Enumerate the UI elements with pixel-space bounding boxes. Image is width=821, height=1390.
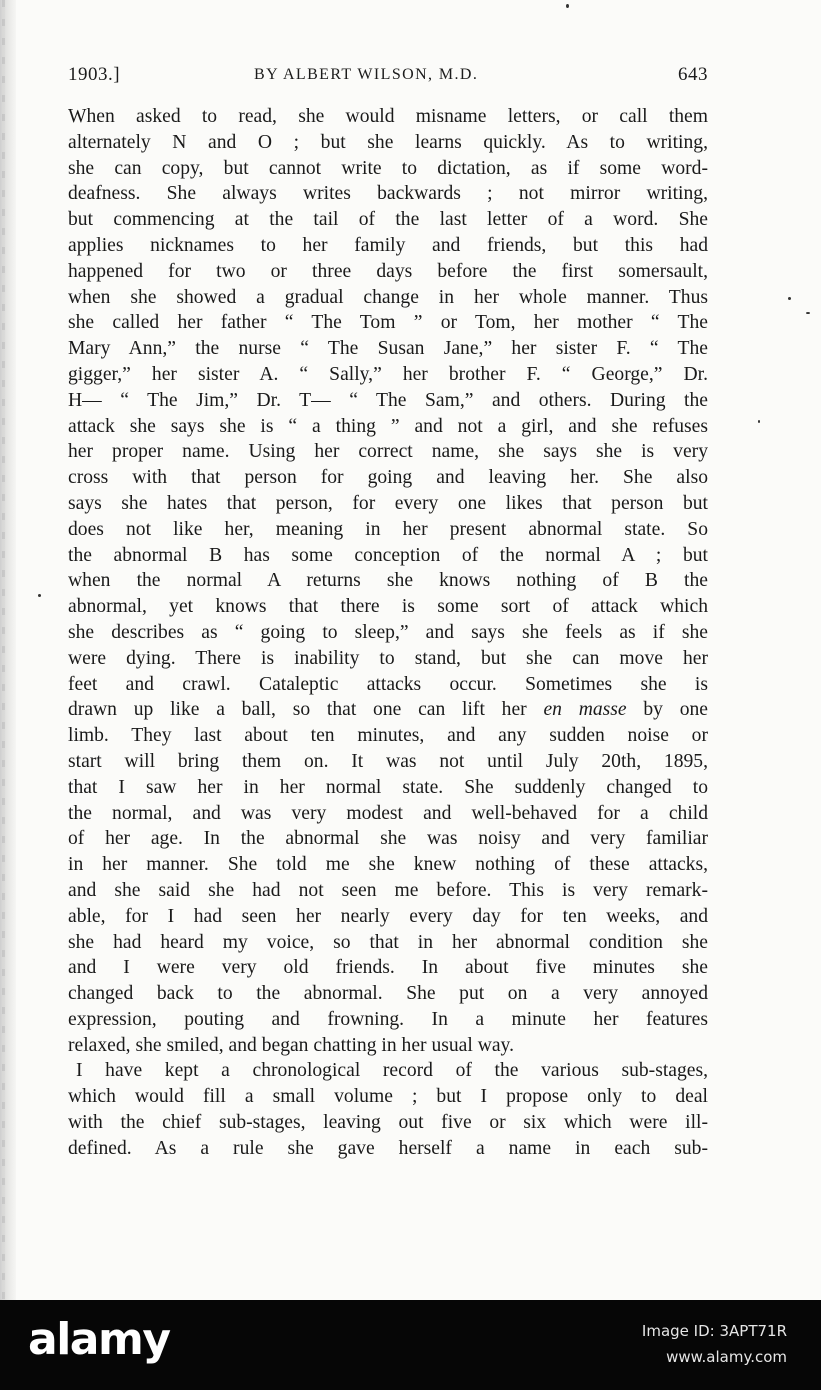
image-id-label: Image ID: 3APT71R	[641, 1322, 787, 1340]
watermark-footer-bar	[0, 1300, 821, 1390]
text-line: changed back to the abnormal. She put on a very annoyed	[68, 983, 708, 1005]
text-line: feet and crawl. Cataleptic attacks occur. Sometimes she is	[68, 673, 708, 695]
paragraph-end-line: relaxed, she smiled, and began chatting in her usual way.	[68, 1034, 514, 1056]
paragraph-start-line: I have kept a chronological record of the various sub-stages,	[76, 1060, 708, 1082]
text-line: limb. They last about ten minutes, and any sudden noise or	[68, 725, 708, 747]
text-line: in her manner. She told me she knew nothing of these attacks,	[68, 854, 708, 876]
text-line: which would fill a small volume ; but I propose only to deal	[68, 1086, 708, 1108]
scan-speck	[38, 594, 41, 597]
scan-speck	[788, 297, 791, 300]
text-line: and she said she had not seen me before. This is very remark-	[68, 879, 708, 901]
text-line: alternately N and O ; but she learns quickly. As to writing,	[68, 131, 708, 153]
text-line: she called her father “ The Tom ” or Tom, her mother “ The	[68, 312, 708, 334]
text-line: when she showed a gradual change in her whole manner. Thus	[68, 286, 708, 308]
text-line: drawn up like a ball, so that one can lift her en masse by one	[68, 699, 708, 721]
text-line: she had heard my voice, so that in her abnormal condition she	[68, 931, 708, 953]
text-line: with the chief sub-stages, leaving out five or six which were ill-	[68, 1112, 708, 1134]
running-head-year: 1903.]	[68, 64, 121, 85]
text-line: abnormal, yet knows that there is some sort of attack which	[68, 596, 708, 618]
running-head-title: BY ALBERT WILSON, M.D.	[254, 66, 479, 83]
text-line: does not like her, meaning in her present abnormal state. So	[68, 518, 708, 540]
text-line: cross with that person for going and leaving her. She also	[68, 467, 708, 489]
italic-phrase: en masse	[543, 699, 627, 721]
text-line: attack she says she is “ a thing ” and not a girl, and she refuses	[68, 415, 708, 437]
page-gutter-edge	[0, 0, 16, 1300]
text-line: says she hates that person, for every one likes that person but	[68, 492, 708, 514]
text-line: the normal, and was very modest and well-behaved for a child	[68, 802, 708, 824]
text-line: her proper name. Using her correct name, she says she is very	[68, 441, 708, 463]
text-line: Mary Ann,” the nurse “ The Susan Jane,” her sister F. “ The	[68, 338, 708, 360]
text-line: start will bring them on. It was not until July 20th, 1895,	[68, 750, 708, 772]
text-line: When asked to read, she would misname letters, or call them	[68, 106, 708, 127]
text-line: expression, pouting and frowning. In a minute her features	[68, 1008, 708, 1030]
text-line: deafness. She always writes backwards ; not mirror writing,	[68, 183, 708, 205]
scan-speck	[566, 4, 569, 8]
scan-speck	[758, 420, 760, 423]
running-head	[68, 64, 708, 88]
text-line: happened for two or three days before the first somersault,	[68, 260, 708, 282]
text-line: but commencing at the tail of the last letter of a word. She	[68, 209, 708, 231]
text-line: and I were very old friends. In about five minutes she	[68, 957, 708, 979]
text-line: able, for I had seen her nearly every day for ten weeks, and	[68, 905, 708, 927]
text-line: of her age. In the abnormal she was noisy and very familiar	[68, 828, 708, 850]
text-line: that I saw her in her normal state. She suddenly changed to	[68, 776, 708, 798]
scan-speck	[806, 312, 810, 314]
text-line: she can copy, but cannot write to dictation, as if some word-	[68, 157, 708, 179]
text-line: gigger,” her sister A. “ Sally,” her brother F. “ George,” Dr.	[68, 363, 708, 385]
text-line: she describes as “ going to sleep,” and says she feels as if she	[68, 621, 708, 643]
text-line: when the normal A returns she knows nothing of B the	[68, 570, 708, 592]
alamy-logo: alamy	[28, 1314, 170, 1365]
text-line: the abnormal B has some conception of the normal A ; but	[68, 544, 708, 566]
body-text	[68, 104, 708, 1162]
text-line: defined. As a rule she gave herself a name in each sub-	[68, 1137, 708, 1159]
page-number: 643	[678, 64, 708, 85]
watermark-url: www.alamy.com	[666, 1348, 787, 1366]
text-line: were dying. There is inability to stand, but she can move her	[68, 647, 708, 669]
text-line: H— “ The Jim,” Dr. T— “ The Sam,” and others. During the	[68, 389, 708, 411]
text-line: applies nicknames to her family and friends, but this had	[68, 234, 708, 256]
